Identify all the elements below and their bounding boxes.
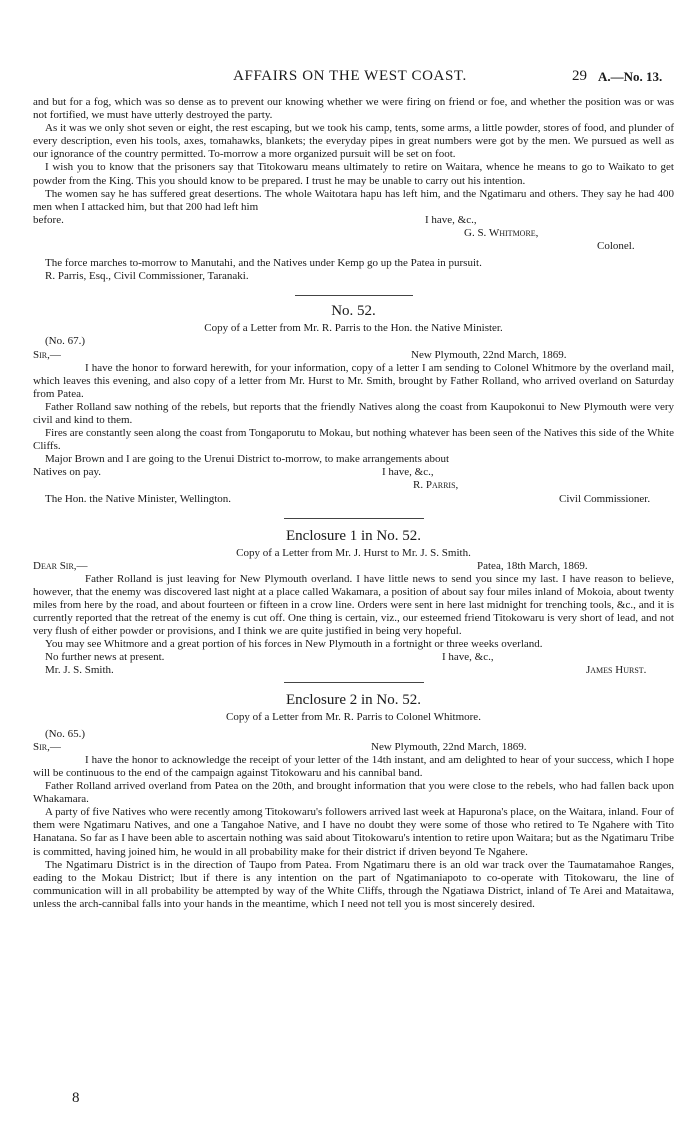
page-number: 29: [572, 68, 587, 84]
line-with-closing: [33, 214, 674, 227]
salutation-line: [33, 560, 674, 573]
signature-line: [33, 479, 674, 492]
salutation: Sir,—: [33, 348, 61, 361]
signature-title: Colonel.: [597, 240, 635, 253]
place-date: New Plymouth, 22nd March, 1869.: [371, 740, 527, 753]
signature: G. S. Whitmore,: [464, 226, 539, 239]
copy-line: Copy of a Letter from Mr. J. Hurst to Mr. J. S. Smith.: [236, 546, 471, 559]
signature-mark: 8: [72, 1090, 80, 1106]
place-date: New Plymouth, 22nd March, 1869.: [411, 348, 567, 361]
paragraph-end: Natives on pay.: [33, 466, 102, 479]
section-divider: [284, 518, 424, 519]
closing-formula: I have, &c.,: [442, 651, 494, 664]
reference-number: (No. 65.): [45, 727, 86, 740]
reference-number: (No. 67.): [45, 335, 86, 348]
salutation: Dear Sir,—: [33, 559, 88, 572]
closing-formula: I have, &c.,: [382, 466, 434, 479]
signature: James Hurst.: [586, 664, 647, 677]
enclosure-2: [33, 691, 674, 911]
paragraph: A party of five Natives who were recently among Titokowaru's followers arrived last week at Hapurona's place, on the Waitara, inland. Four of them were Ngatimaru Natives, and one a Tangahoe Native, and I have no doubt they were some of those who retired to Te Ngahere with Tito Hanatana. So far as I have been able to ascertain nothing was said about Titokowaru's intention to retire upon Waitara; but as the Ngatimaru Tribe is committed, having joined him, he would in all probability make for their district if driven beyond Te Ngahere.: [33, 806, 674, 858]
section-divider: [295, 295, 413, 296]
copy-line: Copy of a Letter from Mr. R. Parris to Colonel Whitmore.: [226, 710, 481, 723]
paragraph: No further news at present.: [45, 651, 165, 664]
page-body: [33, 96, 674, 911]
paragraph: The women say he has suffered great desertions. The whole Waitotara hapu has left him, and the Ngatimaru and others. They say he had 400 men when I attacked him, but that 200 had left him: [33, 187, 674, 213]
addressee-line: [33, 664, 674, 677]
signature-title: Civil Commissioner.: [559, 492, 651, 505]
addressee: The Hon. the Native Minister, Wellington.: [45, 492, 232, 505]
signature-title-line: [33, 240, 674, 253]
signature: R. Parris,: [413, 479, 459, 492]
paragraph-end: before.: [33, 213, 64, 226]
paragraph: Father Rolland is just leaving for New Plymouth overland. I have little news to send you since my last. I have reason to believe, however, that the enemy was discovered last night at a place called Wakamara, a position of about say four miles inland of Mokoia, about twenty miles from here by the road, and about fourteen or fifteen in a crow line. Orders were sent in here last midnight for trenching tools, &c., and it is currently reported that the retreat of the enemy is cut off. One thing is certain, viz., our esteemed friend Titokowaru is very short of lead, and not very flush of either powder or provisions, and I think we are quite justified in being very hopeful.: [33, 572, 674, 638]
section-heading: Enclosure 1 in No. 52.: [286, 527, 421, 544]
paragraph: You may see Whitmore and a great portion of his forces in New Plymouth in a fortnight or three weeks overland.: [45, 638, 543, 651]
addressee: Mr. J. S. Smith.: [45, 664, 114, 677]
paragraph: I wish you to know that the prisoners say that Titokowaru means ultimately to retire on Waitara, whence he means to go to Waikato to get powder from the King. This you should know to be prepared. I trust he may be unable to carry out his intention.: [33, 161, 674, 187]
section-heading: Enclosure 2 in No. 52.: [286, 691, 421, 708]
signature-line: [33, 227, 674, 240]
addressee: R. Parris, Esq., Civil Commissioner, Taranaki.: [45, 270, 249, 283]
paragraph: I have the honor to acknowledge the receipt of your letter of the 14th instant, and am delighted to hear of your success, which I hope will be continuous to the end of the campaign against Titokowaru and his cannibal band.: [33, 753, 674, 779]
enclosure-1: [33, 527, 674, 678]
paper-number: A.—No. 13.: [598, 69, 663, 84]
letter-51-continuation: [33, 96, 674, 283]
line-with-closing: [33, 466, 674, 479]
section-divider: [284, 682, 424, 683]
section-heading: No. 52.: [331, 303, 376, 320]
paragraph: Fires are constantly seen along the coast from Tongaporutu to Mokau, but nothing whatever has been seen of the Natives this side of the White Cliffs.: [33, 427, 674, 453]
line-with-closing: [33, 651, 674, 664]
closing-formula: I have, &c.,: [425, 213, 477, 226]
place-date: Patea, 18th March, 1869.: [477, 559, 588, 572]
salutation-line: [33, 741, 674, 754]
salutation: Sir,—: [33, 740, 61, 753]
salutation-line: [33, 349, 674, 362]
paragraph: Major Brown and I are going to the Urenui District to-morrow, to make arrangements about: [45, 453, 450, 466]
copy-line: Copy of a Letter from Mr. R. Parris to the Hon. the Native Minister.: [204, 322, 503, 335]
paragraph: The Ngatimaru District is in the direction of Taupo from Patea. From Ngatimaru there is an old war track over the Taumatamahoe Ranges, eading to the Mokau District; lbut if there is any intention on the part of Ngatimaniapoto to co-operate with Titokowaru, the line of communication will in all probability be attempted by way of the White Cliffs, through the Ngatiawa District, inland of Te Arei and Mataitawa, unless the arch-cannibal falls into your hands in the meantime, which I need not tell you is most sincerely desired.: [33, 858, 674, 910]
paragraph: The force marches to-morrow to Manutahi, and the Natives under Kemp go up the Patea in pursuit.: [45, 257, 482, 270]
paragraph: As it was we only shot seven or eight, the rest escaping, but we took his camp, tents, some arms, a little powder, stores of food, and plunder of every description, even his tools, axes, tomahawks, blankets; the everyday pipes in great numbers were got by the men. We pursued as well as our ignorance of the country permitted. To-morrow a more organized pursuit will be set on foot.: [33, 122, 674, 161]
running-header: [0, 68, 700, 86]
header-title: AFFAIRS ON THE WEST COAST.: [233, 68, 467, 84]
addressee-line: [33, 493, 674, 506]
paragraph: I have the honor to forward herewith, for your information, copy of a letter I am sending to Colonel Whitmore by the overland mail, which leaves this evening, and also copy of a letter from Mr. Hurst to Mr. Smith, brought by Father Rolland, who arrived overland on Saturday from Patea.: [33, 361, 674, 400]
paragraph: Father Rolland arrived overland from Patea on the 20th, and brought information that you were close to the rebels, who had fallen back upon Whakamara.: [33, 780, 674, 806]
letter-no-52: [33, 302, 674, 505]
paragraph: Father Rolland saw nothing of the rebels, but reports that the friendly Natives along the coast from Kaupokonui to New Plymouth were very civil and kind to them.: [33, 400, 674, 426]
paragraph: and but for a fog, which was so dense as to prevent our knowing whether we were firing on friend or foe, and whether the position was or was not fortified, we must have utterly destroyed the party.: [33, 96, 674, 122]
